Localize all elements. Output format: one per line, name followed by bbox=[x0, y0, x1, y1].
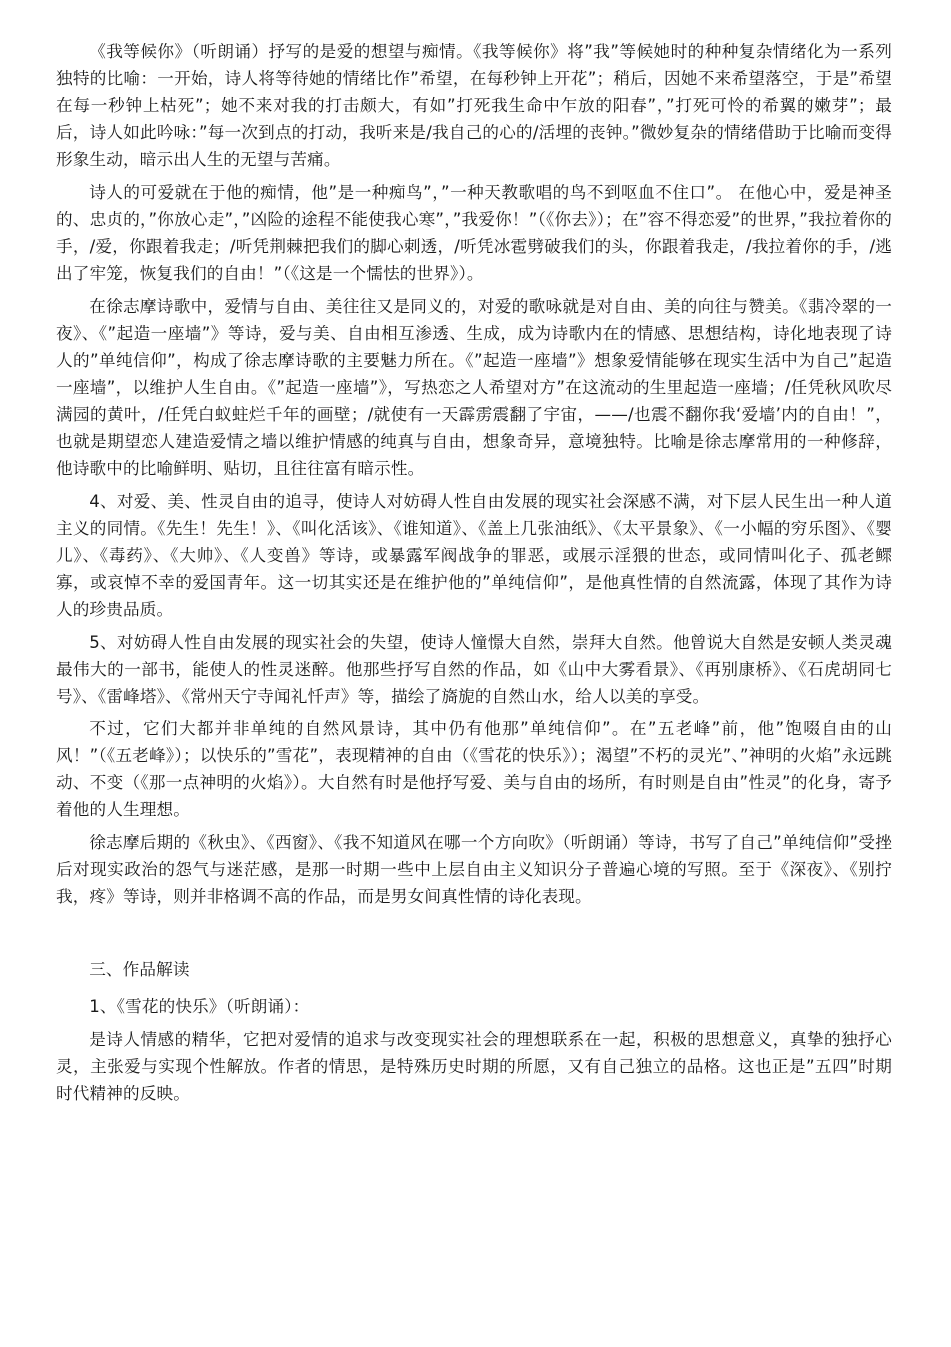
paragraph-waiting-for-you: 《我等候你》（听朗诵）抒写的是爱的想望与痴情。《我等候你》将”我”等候她时的种种复杂情绪化为一系列独特的比喻：一开始，诗人将等待她的情绪比作”希望，在每秒钟上开花”；稍后，因她不来希望落空，于是”希望在每一秒钟上枯死”；她不来对我的打击颇大，有如”打死我生命中乍放的阳春”，”打死可怜的希翼的嫩芽”；最后，诗人如此吟咏：”每一次到点的打动，我听来是/我自己的心的/活埋的丧钟。”微妙复杂的情绪借助于比喻而变得形象生动，暗示出人生的无望与苦痛。 bbox=[56, 42, 892, 170]
paragraph-point-5-nature: 5、对妨碍人性自由发展的现实社会的失望，使诗人憧憬大自然，崇拜大自然。他曾说大自然是安顿人类灵魂最伟大的一部书，能使人的性灵迷醉。他那些抒写自然的作品，如《山中大雾看景》、《再别康桥》、《石虎胡同七号》、《雷峰塔》、《常州天宁寺闻礼忏声》等，描绘了旖旎的自然山水，给人以美的享受。 bbox=[56, 632, 892, 706]
paragraph-point-4-humanism: 4、对爱、美、性灵自由的追寻，使诗人对妨碍人性自由发展的现实社会深感不满，对下层人民生出一种人道主义的同情。《先生！先生！》、《叫化活该》、《谁知道》、《盖上几张油纸》、《太平景象》、《一小幅的穷乐图》、《婴儿》、《毒药》、《大帅》、《人变兽》等诗，或暴露军阀战争的罪恶，或展示淫猥的世态，或同情叫化子、孤老鳏寡，或哀悼不幸的爱国青年。这一切其实还是在维护他的”单纯信仰”，是他真性情的自然流露，体现了其作为诗人的珍贵品质。 bbox=[56, 491, 892, 620]
paragraph-love-freedom-beauty: 在徐志摩诗歌中，爱情与自由、美往往又是同义的，对爱的歌咏就是对自由、美的向往与赞美。《翡冷翠的一夜》、《”起造一座墙”》等诗，爱与美、自由相互渗透、生成，成为诗歌内在的情感、思想结构，诗化地表现了诗人的”单纯信仰”，构成了徐志摩诗歌的主要魅力所在。《”起造一座墙”》想象爱情能够在现实生活中为自己”起造一座墙”，以维护人生自由。《”起造一座墙”》，写热恋之人希望对方”在这流动的生里起造一座墙；/任凭秋风吹尽满园的黄叶，/任凭白蚁蛀烂千年的画壁；/就使有一天霹雳震翻了宇宙，——/也震不翻你我‘爱墙’内的自由！”，也就是期望恋人建造爱情之墙以维护情感的纯真与自由，想象奇异，意境独特。比喻是徐志摩常用的一种修辞，他诗歌中的比喻鲜明、贴切，且往往富有暗示性。 bbox=[56, 296, 892, 479]
paragraph-late-period-works: 徐志摩后期的《秋虫》、《西窗》、《我不知道风在哪一个方向吹》（听朗诵）等诗，书写了自己”单纯信仰”受挫后对现实政治的怨气与迷茫感，是那一时期一些中上层自由主义知识分子普遍心境的写照。至于《深夜》、《别拧我，疼》等诗，则并非格调不高的作品，而是男女间真性情的诗化表现。 bbox=[56, 832, 892, 907]
paragraph-nature-not-pure-landscape: 不过，它们大都并非单纯的自然风景诗，其中仍有他那”单纯信仰”。在”五老峰”前，他”饱啜自由的山风！”（《五老峰》）；以快乐的”雪花”，表现精神的自由（《雪花的快乐》）；渴望”不朽的灵光”、”神明的火焰”永远跳动、不变（《那一点神明的火焰》）。大自然有时是他抒写爱、美与自由的场所，有时则是自由”性灵”的化身，寄予着他的人生理想。 bbox=[56, 719, 892, 820]
paragraph-snowflake-analysis: 是诗人情感的精华，它把对爱情的追求与改变现实社会的理想联系在一起，积极的思想意义，真挚的独抒心灵，主张爱与实现个性解放。作者的情思，是特殊历史时期的所愿，又有自己独立的品格。这也正是”五四”时期时代精神的反映。 bbox=[56, 1029, 892, 1104]
document-body bbox=[56, 38, 892, 1113]
section-heading: 三、作品解读 bbox=[89, 959, 190, 979]
subheading-snowflake-joy: 1、《雪花的快乐》（听朗诵）： bbox=[89, 996, 310, 1016]
paragraph-poet-devotion: 诗人的可爱就在于他的痴情，他”是一种痴鸟”，”一种天教歌唱的鸟不到呕血不住口”。 在他心中，爱是神圣的、忠贞的，”你放心走”，”凶险的途程不能使我心寒”，”我爱你！”（《你去》）；在”容不得恋爱”的世界，”我拉着你的手，/爱，你跟着我走；/听凭荆棘把我们的脚心刺透，/听凭冰雹劈破我们的头，你跟着我走，/我拉着你的手，/逃出了牢笼，恢复我们的自由！”（《这是一个懦怯的世界》）。 bbox=[56, 182, 892, 284]
section-spacer bbox=[56, 916, 892, 956]
